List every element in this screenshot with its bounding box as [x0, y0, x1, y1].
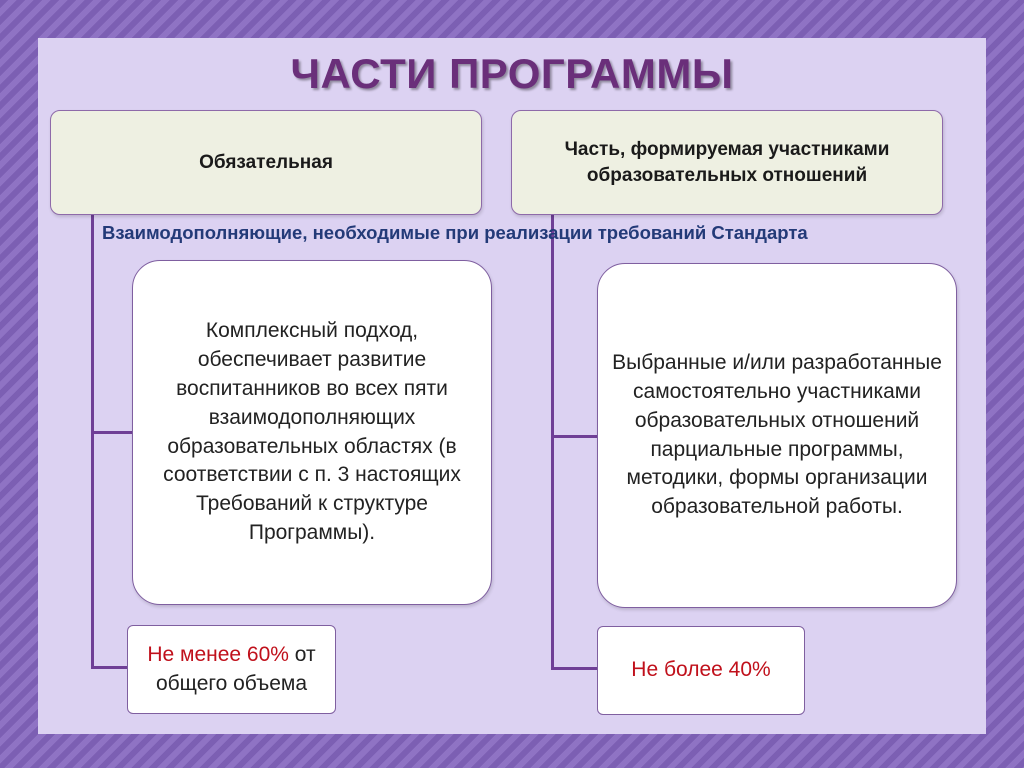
participants-share-box — [597, 626, 805, 715]
mandatory-part-heading-text: Обязательная — [199, 151, 333, 173]
relationship-subtitle: Взаимодополняющие, необходимые при реализации требований Стандарта — [102, 222, 808, 243]
mandatory-share-box — [127, 625, 336, 714]
mandatory-part-description — [132, 260, 492, 605]
participants-part-description — [597, 263, 957, 608]
mandatory-share-rest: от общего объема — [155, 642, 316, 695]
participants-part-heading-text: Часть, формируемая участниками образовательных отношений — [564, 138, 890, 186]
right-connector-to-share — [551, 667, 598, 670]
left-connector-vertical — [91, 214, 94, 669]
left-connector-to-share — [91, 666, 128, 669]
participants-share-percent: Не более 40% — [631, 658, 771, 682]
participants-part-description-text: Выбранные и/или разработанные самостоятельно участниками образовательных отношений парциальные программы, методики, формы организации образовательной работы. — [612, 350, 942, 519]
mandatory-part-heading — [50, 110, 482, 215]
mandatory-part-description-text: Комплексный подход, обеспечивает развитие воспитанников во всех пяти взаимодополняющих образовательных областях (в соответствии с п. 3 настоящих Требований к структуре Программы). — [163, 318, 461, 545]
mandatory-share-text — [136, 641, 327, 699]
mandatory-share-percent: Не менее 60% — [147, 642, 289, 666]
left-connector-to-content — [91, 431, 133, 434]
right-connector-vertical — [551, 214, 554, 670]
slide-title: ЧАСТИ ПРОГРАММЫ — [290, 50, 734, 97]
right-connector-to-content — [551, 435, 598, 438]
participants-part-heading — [511, 110, 943, 215]
